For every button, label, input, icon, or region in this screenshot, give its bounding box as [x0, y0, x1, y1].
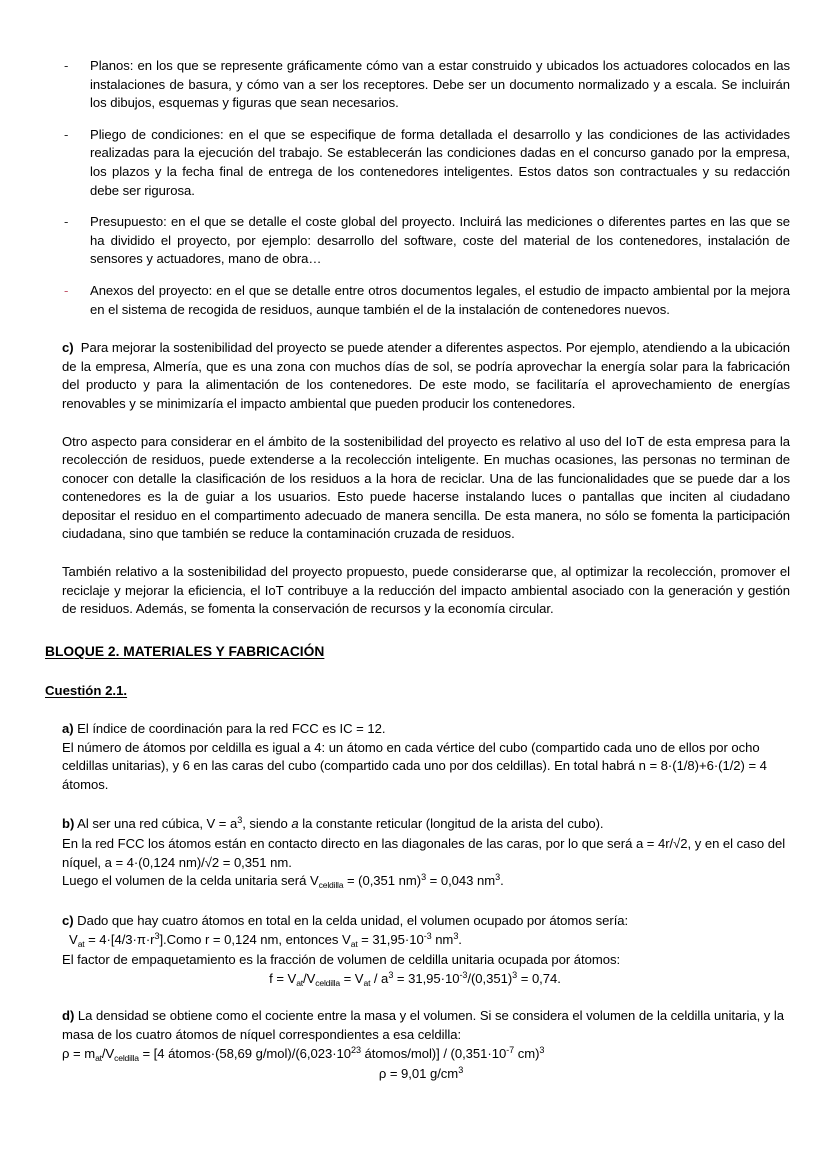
answer-d-l2-sub-a: at: [95, 1053, 102, 1063]
section-heading-bloque: BLOQUE 2. MATERIALES Y FABRICACIÓN: [45, 643, 325, 659]
answer-c-line1-text: Dado que hay cuatro átomos en total en la celda unidad, el volumen ocupado por átomos sería:: [73, 913, 629, 929]
answer-c-formula: [62, 970, 790, 990]
answer-c-l2-sup-c: 3: [453, 931, 459, 942]
answer-b: [43, 815, 790, 892]
paragraph-c: [43, 339, 790, 413]
answer-b-line3-mid2: = 0,043 nm: [426, 873, 496, 889]
answer-d-formula: [62, 1065, 790, 1085]
answer-d-line1-text: La densidad se obtiene como el cociente entre la masa y el volumen. Si se considera el volumen de la celdilla unitaria, y la masa de los cuatro átomos de níquel correspondientes a esa celdilla:: [62, 1008, 785, 1043]
answer-b-line1-mid: , siendo: [242, 816, 292, 832]
answer-b-line1-pre: Al ser una red cúbica, V = a: [74, 816, 238, 832]
list-item: [43, 213, 790, 269]
answer-c-ff: /(0,351): [467, 970, 513, 986]
answer-b-line2: En la red FCC los átomos están en contacto directo en las diagonales de las caras, por lo que será a = 4r/√2, y en el caso del níquel, a = 4·(0,124 nm)/√2 = 0,351 nm.: [62, 835, 786, 870]
answer-c-label: c): [62, 913, 74, 929]
paragraph-c-text: Para mejorar la sostenibilidad del proyecto se puede atender a diferentes aspectos. Por ejemplo, atendiendo a la ubicación de la empresa, Almería, que es una zona con muchos días de sol, se podría aprovechar la energía solar para la fabricación del producto y para la alimentación de los contenedores. De este modo, se facilitaría el aprovechamiento de energías renovables y se minimizaría el impacto ambiental que pueden producir los contenedores.: [62, 340, 790, 411]
answer-c-fg: = 0,74.: [517, 970, 561, 986]
answer-b-line3: [62, 872, 790, 892]
answer-c-f-sub-c: at: [363, 977, 371, 988]
answer-a-line1: [62, 720, 790, 739]
answer-c-f-sup-b: -3: [459, 969, 468, 980]
answer-d-l2e: cm): [514, 1046, 540, 1061]
dash-bullet-icon: -: [64, 214, 69, 230]
list-item-text: Anexos del proyecto: en el que se detalle entre otros documentos legales, el estudio de impacto ambiental por la mejora en el sistema de recogida de residuos, aunque también el de la instalación de contenedores nuevos.: [90, 282, 790, 317]
answer-c-f-sub-a: at: [296, 977, 303, 988]
answer-b-line3-mid: = (0,351 nm): [343, 873, 422, 889]
list-item-text: Pliego de condiciones: en el que se especifique de forma detallada el desarrollo y las condiciones de las actividades realizadas para la ejecución del trabajo. Se establecerán las condiciones dadas en el concurso ganado por la empresa, los plazos y la fecha final de entrega de los contenedores inteligentes. Estos datos son contractuales y su redacción debe ser rigurosa.: [90, 126, 790, 198]
answer-d-line2: [62, 1045, 790, 1065]
answer-c-l2-sub-a: at: [77, 939, 85, 950]
answer-c-l2-sup-a: 3: [154, 931, 160, 942]
answer-d-l2-sup-b: -7: [506, 1045, 515, 1055]
paragraph-sostenibilidad: También relativo a la sostenibilidad del proyecto propuesto, puede considerarse que, al optimizar la recolección, promover el reciclaje y mejorar la eficiencia, el IoT contribuye a la reducción del impacto ambiental asociado con la generación y gestión de residuos. Además, se fomenta la conservación de recursos y la economía circular.: [62, 564, 790, 617]
answer-c-fa: f = V: [269, 970, 297, 986]
list-item: [43, 126, 790, 200]
answer-c-l2b: = 4·[4/3·π·r: [84, 932, 155, 948]
answer-c-fe: = 31,95·10: [393, 970, 460, 986]
answer-a-label: a): [62, 720, 74, 736]
answer-a: [43, 720, 790, 795]
answer-d-l2-sup-a: 23: [351, 1045, 361, 1055]
answer-c-l2a: V: [69, 932, 78, 948]
answer-d: [43, 1007, 790, 1084]
answer-d-line1: [62, 1007, 790, 1045]
list-item-text: Presupuesto: en el que se detalle el coste global del proyecto. Incluirá las mediciones o diferentes partes en las que se ha dividido el proyecto, por ejemplo: desarrollo del software, coste del material de los contenedores, instalación de sensores y actuadores, mano de obra…: [90, 214, 790, 267]
answer-c-fd: / a: [370, 970, 389, 986]
answer-c-l2-sup-b: -3: [423, 931, 432, 942]
answer-c-line3: El factor de empaquetamiento es la fracción de volumen de celdilla unitaria ocupada por átomos:: [62, 951, 621, 967]
answer-d-l2a: ρ = m: [62, 1046, 96, 1061]
subsection-heading-wrap: [43, 682, 790, 700]
section-heading-wrap: [43, 642, 790, 661]
answer-d-l2b: /V: [101, 1046, 115, 1061]
answer-d-l2-sub-b: celdilla: [114, 1053, 139, 1063]
answer-b-line1-post: la constante reticular (longitud de la arista del cubo).: [298, 816, 604, 832]
answer-b-line3-pre: Luego el volumen de la celda unitaria será V: [62, 873, 319, 889]
answer-b-line1: [62, 815, 790, 835]
answer-d-l2c: = [4 átomos·(58,69 g/mol)/(6,023·10: [138, 1046, 352, 1061]
dash-bullet-icon: -: [64, 58, 69, 73]
answer-c-f-sub-b: celdilla: [315, 977, 340, 988]
dash-bullet-icon: -: [64, 282, 69, 298]
answer-c-line2: [62, 931, 790, 951]
answer-b-line3-sub: celdilla: [318, 880, 344, 891]
answer-d-f-sup-a: 3: [458, 1064, 464, 1075]
answer-b-label: b): [62, 816, 75, 832]
answer-b-line3-sup1: 3: [421, 872, 427, 883]
requirements-bullet-list: [43, 57, 790, 319]
dash-bullet-icon: -: [64, 126, 69, 142]
answer-c-f-sup-a: 3: [388, 969, 394, 980]
answer-d-l2-sup-c: 3: [539, 1045, 545, 1055]
list-item: [43, 282, 790, 319]
answer-c-f-sup-c: 3: [512, 969, 518, 980]
answer-d-l2d: átomos/mol)] / (0,351·10: [360, 1046, 507, 1061]
answer-b-line1-sup: 3: [237, 815, 243, 826]
answer-b-line3-end: .: [500, 873, 504, 889]
answer-b-line1-var: a: [291, 816, 299, 832]
answer-c-l2-sub-b: at: [350, 939, 358, 950]
answer-a-line2: El número de átomos por celdilla es igual a 4: un átomo en cada vértice del cubo (compartido cada uno de ellos por ocho celdillas unitarias), y 6 en las caras del cubo (compartido cada uno por dos celdillas). En total habrá n = 8·(1/8)+6·(1/2) = 4 átomos.: [62, 739, 767, 793]
subsection-heading-cuestion: Cuestión 2.1.: [45, 682, 128, 698]
answer-c-l2e: nm: [431, 932, 454, 948]
answer-d-fa: ρ = 9,01 g/cm: [378, 1065, 459, 1081]
answer-c-line1: [62, 912, 790, 931]
answer-b-line3-sup2: 3: [495, 872, 501, 883]
answer-c-l2c: ].Como r = 0,124 nm, entonces V: [159, 932, 351, 948]
answer-c-fb: /V: [303, 970, 316, 986]
paragraph-c-label: c): [62, 340, 74, 356]
answer-a-line1-text: El índice de coordinación para la red FCC es IC = 12.: [73, 720, 386, 736]
list-item-text: Planos: en los que se represente gráficamente cómo van a estar construido y ubicados los actuadores colocados en las instalaciones de basura, y cómo van a ser los receptores. Debe ser un documento normalizado y a escala. Se incluirán los dibujos, esquemas y figuras que sean necesarios.: [90, 58, 790, 111]
answer-d-label: d): [62, 1008, 75, 1024]
answer-c-fc: = V: [339, 970, 364, 986]
answer-c: [43, 912, 790, 989]
answer-c-l2d: = 31,95·10: [357, 932, 424, 948]
answer-c-l2f: .: [458, 932, 462, 948]
paragraph-iot: Otro aspecto para considerar en el ámbito de la sostenibilidad del proyecto es relativo al uso del IoT de esta empresa para la recolección de residuos, puede extenderse a la recolección inteligente. En muchas ocasiones, las personas no terminan de conocer con detalle la clasificación de los residuos a la hora de reciclar. Una de las funcionalidades que se puede dar a los contenedores es la de guiar a los usuarios. Esto puede hacerse instalando luces o pantallas que inciten al ciudadano depositar el residuo en el compartimento adecuado de manera sencilla. De esta manera, no sólo se fomenta la participación ciudadana, sino que también se reduce la contaminación cruzada de residuos.: [62, 433, 790, 542]
list-item: [43, 57, 790, 113]
